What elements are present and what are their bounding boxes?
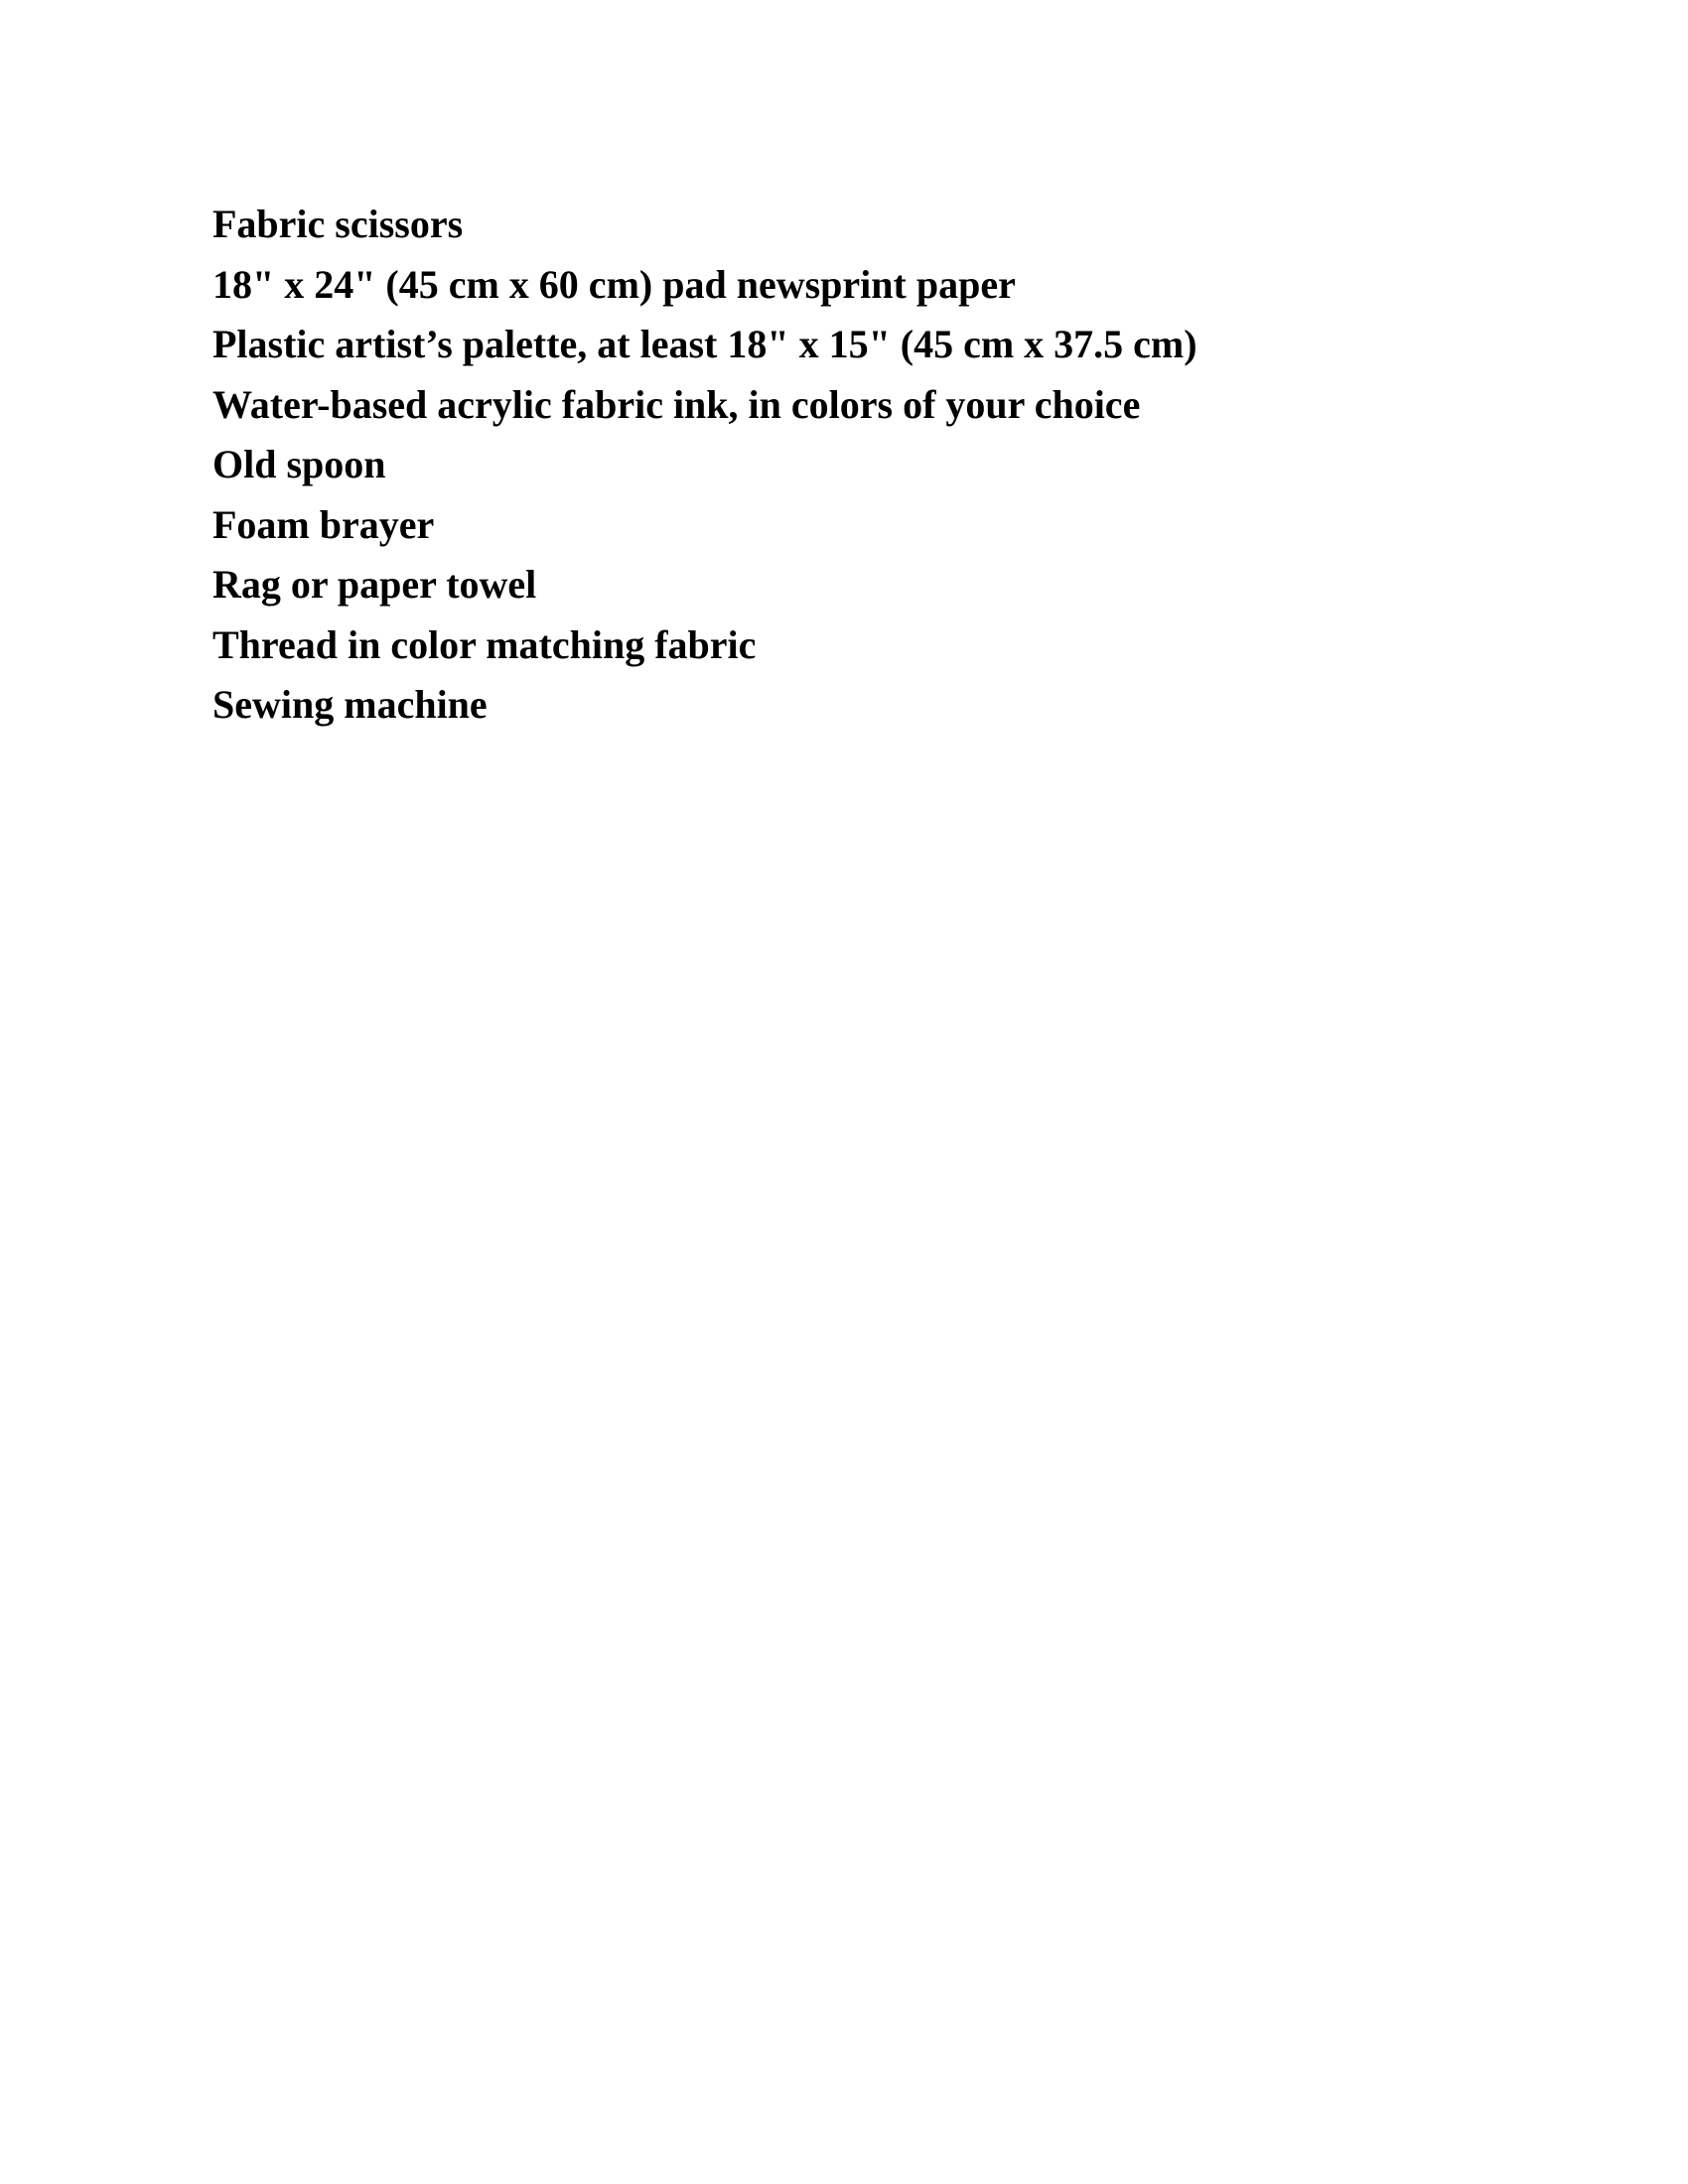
- materials-list-item: Foam brayer: [212, 501, 435, 547]
- materials-list-item: Old spoon: [212, 442, 386, 486]
- materials-list: [212, 195, 1197, 736]
- materials-list-item: Plastic artist’s palette, at least 18" x 15" (45 cm x 37.5 cm): [212, 322, 1197, 366]
- materials-list-item: Fabric scissors: [212, 202, 464, 246]
- materials-list-item: 18" x 24" (45 cm x 60 cm) pad newsprint paper: [212, 261, 1016, 307]
- materials-list-item: Rag or paper towel: [212, 562, 537, 607]
- materials-list-item: Sewing machine: [212, 682, 488, 727]
- materials-list-item: Water-based acrylic fabric ink, in colors of your choice: [212, 381, 1141, 427]
- materials-list-item: Thread in color matching fabric: [212, 621, 757, 667]
